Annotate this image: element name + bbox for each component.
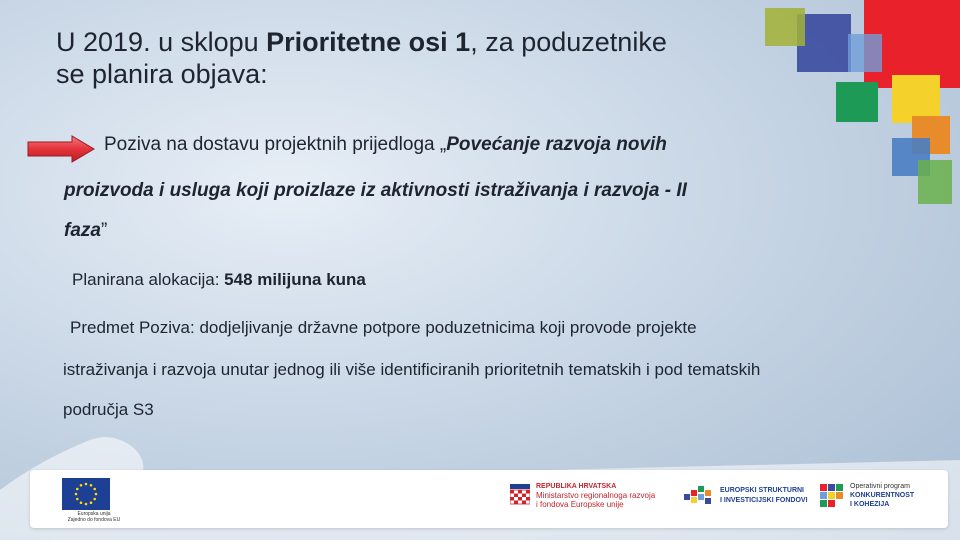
allocation-line xyxy=(72,270,366,290)
ministry-name-line2: i fondova Europske unije xyxy=(536,500,624,509)
eu-logo-text: Europska unija xyxy=(77,511,111,517)
call-close-quote: ” xyxy=(100,220,108,241)
square-navy xyxy=(797,14,851,72)
ministry-country: REPUBLIKA HRVATSKA xyxy=(536,483,617,490)
esi-funds-mosaic-icon xyxy=(684,486,714,508)
eu-logo xyxy=(54,478,121,523)
ministry-logo xyxy=(510,480,700,520)
call-intro-text: Poziva na dostavu projektnih prijedloga „ xyxy=(104,134,447,155)
subject-line3: područja S3 xyxy=(63,400,154,419)
call-title-line3 xyxy=(64,220,884,242)
arrow-right-icon xyxy=(26,134,96,164)
square-lightblue xyxy=(848,34,882,72)
call-title-part-a: Povećanje razvoja novih xyxy=(446,134,667,155)
ministry-name: Ministarstvo regionalnoga razvoja xyxy=(536,491,656,500)
subject-line2: istraživanja i razvoja unutar jednog ili više identificiranih prioritetnih tematskih i pod tematskih xyxy=(63,360,761,379)
call-title-part-c: faza xyxy=(64,220,101,241)
eu-flag-icon xyxy=(62,478,110,510)
esi-funds-line1: EUROPSKI STRUKTURNI xyxy=(720,487,805,494)
call-title-line2: proizvoda i usluga koji proizlaze iz aktivnosti istraživanja i razvoja - II xyxy=(64,180,687,201)
subject-line1: Predmet Poziva: dodjeljivanje državne potpore poduzetnicima koji provode projekte xyxy=(70,318,697,337)
op-line2: KONKURENTNOST xyxy=(850,492,915,499)
title-text-end: , za poduzetnike xyxy=(470,27,667,57)
call-intro xyxy=(104,134,667,156)
op-logo xyxy=(820,480,940,520)
op-mosaic-icon xyxy=(820,484,844,508)
op-line3: I KOHEZIJA xyxy=(850,501,890,508)
title-bold: Prioritetne osi 1 xyxy=(266,27,471,57)
allocation-label: Planirana alokacija: xyxy=(72,270,225,289)
esi-funds-logo xyxy=(684,480,814,520)
esi-funds-line2: I INVESTICIJSKI FONDOVI xyxy=(720,497,808,504)
slide-title xyxy=(56,26,796,90)
square-lime xyxy=(918,160,952,204)
op-line1: Operativni program xyxy=(850,483,910,490)
title-line2: se planira objava: xyxy=(56,59,268,89)
footer-logo-bar xyxy=(30,470,948,528)
square-green xyxy=(836,82,878,122)
allocation-value: 548 milijuna kuna xyxy=(224,270,366,289)
eu-logo-subtext: Zajedno do fondova EU xyxy=(67,517,121,523)
title-text: U 2019. u sklopu xyxy=(56,27,267,57)
croatia-coat-of-arms-icon xyxy=(510,484,530,510)
